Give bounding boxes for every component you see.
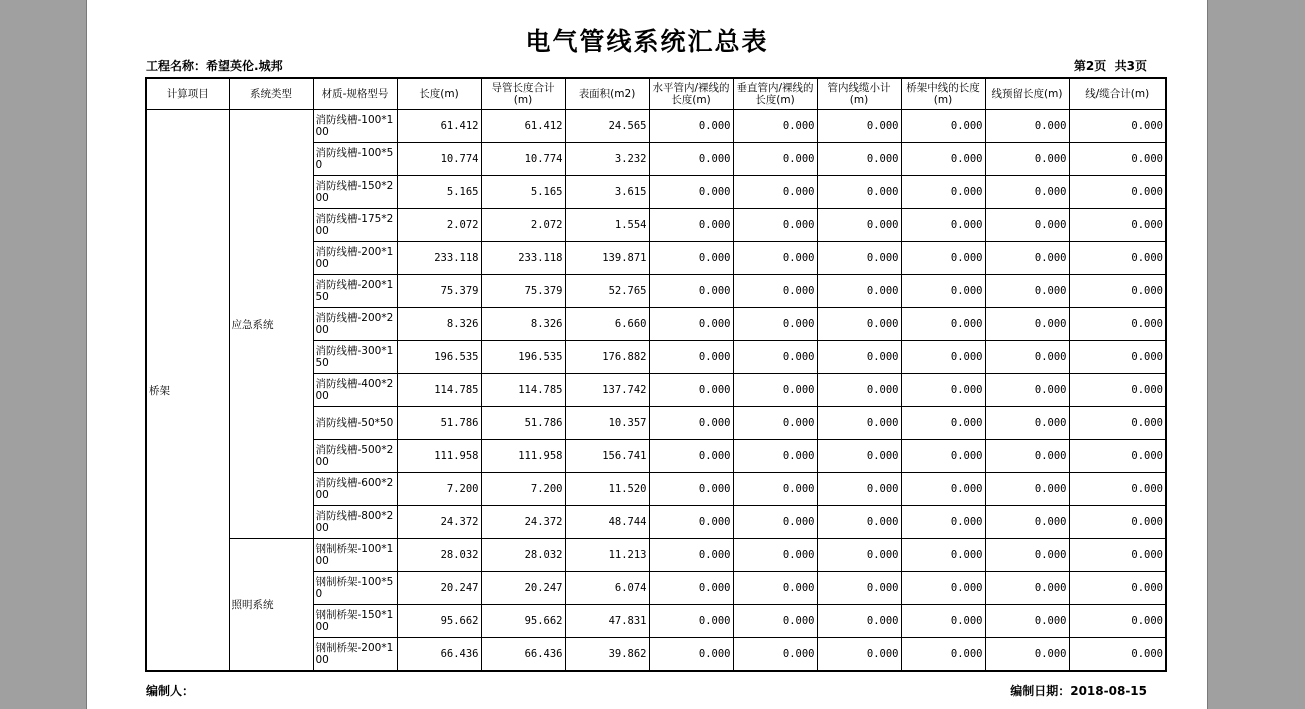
table-row — [146, 539, 1166, 572]
reserve-cell: 0.000 — [985, 242, 1069, 275]
tray-wire-cell: 0.000 — [901, 275, 985, 308]
total-cell: 0.000 — [1069, 638, 1166, 672]
col-header: 线预留长度(m) — [985, 78, 1069, 110]
horiz-cell: 0.000 — [649, 638, 733, 672]
material-cell: 消防线槽-200*100 — [313, 242, 397, 275]
pipe-total-cell: 111.958 — [481, 440, 565, 473]
horiz-cell: 0.000 — [649, 374, 733, 407]
total-cell: 0.000 — [1069, 539, 1166, 572]
horiz-cell: 0.000 — [649, 605, 733, 638]
system-type-cell: 应急系统 — [229, 110, 313, 539]
total-cell: 0.000 — [1069, 110, 1166, 143]
vert-cell: 0.000 — [733, 176, 817, 209]
pipe-total-cell: 7.200 — [481, 473, 565, 506]
col-header: 材质-规格型号 — [313, 78, 397, 110]
vert-cell: 0.000 — [733, 638, 817, 672]
pipe-total-cell: 8.326 — [481, 308, 565, 341]
calc-item-cell: 桥架 — [146, 110, 229, 672]
vert-cell: 0.000 — [733, 275, 817, 308]
reserve-cell: 0.000 — [985, 308, 1069, 341]
tray-wire-cell: 0.000 — [901, 110, 985, 143]
horiz-cell: 0.000 — [649, 407, 733, 440]
reserve-cell: 0.000 — [985, 143, 1069, 176]
header-row — [146, 78, 1166, 110]
tray-wire-cell: 0.000 — [901, 143, 985, 176]
horiz-cell: 0.000 — [649, 341, 733, 374]
col-header: 长度(m) — [397, 78, 481, 110]
pipe-total-cell: 233.118 — [481, 242, 565, 275]
area-cell: 48.744 — [565, 506, 649, 539]
vert-cell: 0.000 — [733, 473, 817, 506]
area-cell: 156.741 — [565, 440, 649, 473]
material-cell: 消防线槽-175*200 — [313, 209, 397, 242]
length-cell: 2.072 — [397, 209, 481, 242]
cable-sub-cell: 0.000 — [817, 473, 901, 506]
cable-sub-cell: 0.000 — [817, 539, 901, 572]
total-cell: 0.000 — [1069, 440, 1166, 473]
pipe-total-cell: 114.785 — [481, 374, 565, 407]
project-label: 工程名称： — [146, 59, 207, 73]
vert-cell: 0.000 — [733, 209, 817, 242]
pipe-total-cell: 20.247 — [481, 572, 565, 605]
area-cell: 6.660 — [565, 308, 649, 341]
area-cell: 52.765 — [565, 275, 649, 308]
col-header: 导管长度合计(m) — [481, 78, 565, 110]
col-header: 线/缆合计(m) — [1069, 78, 1166, 110]
tray-wire-cell: 0.000 — [901, 308, 985, 341]
cable-sub-cell: 0.000 — [817, 440, 901, 473]
reserve-cell: 0.000 — [985, 176, 1069, 209]
tray-wire-cell: 0.000 — [901, 209, 985, 242]
total-cell: 0.000 — [1069, 143, 1166, 176]
reserve-cell: 0.000 — [985, 407, 1069, 440]
vert-cell: 0.000 — [733, 407, 817, 440]
area-cell: 11.520 — [565, 473, 649, 506]
reserve-cell: 0.000 — [985, 110, 1069, 143]
report-page — [86, 0, 1208, 709]
material-cell: 钢制桥架-200*100 — [313, 638, 397, 672]
total-cell: 0.000 — [1069, 407, 1166, 440]
area-cell: 6.074 — [565, 572, 649, 605]
area-cell: 137.742 — [565, 374, 649, 407]
col-header: 水平管内/裸线的长度(m) — [649, 78, 733, 110]
vert-cell: 0.000 — [733, 506, 817, 539]
tray-wire-cell: 0.000 — [901, 539, 985, 572]
pipe-total-cell: 61.412 — [481, 110, 565, 143]
total-cell: 0.000 — [1069, 506, 1166, 539]
cable-sub-cell: 0.000 — [817, 407, 901, 440]
reserve-cell: 0.000 — [985, 374, 1069, 407]
page-current: 第2页 — [1073, 59, 1107, 73]
pipe-total-cell: 66.436 — [481, 638, 565, 672]
col-header: 系统类型 — [229, 78, 313, 110]
length-cell: 51.786 — [397, 407, 481, 440]
length-cell: 28.032 — [397, 539, 481, 572]
cable-sub-cell: 0.000 — [817, 176, 901, 209]
length-cell: 75.379 — [397, 275, 481, 308]
cable-sub-cell: 0.000 — [817, 275, 901, 308]
date-value: 2018-08-15 — [1070, 684, 1147, 698]
total-cell: 0.000 — [1069, 572, 1166, 605]
material-cell: 消防线槽-300*150 — [313, 341, 397, 374]
material-cell: 钢制桥架-150*100 — [313, 605, 397, 638]
total-cell: 0.000 — [1069, 473, 1166, 506]
pipe-total-cell: 51.786 — [481, 407, 565, 440]
editor-label: 编制人： — [146, 684, 195, 698]
length-cell: 20.247 — [397, 572, 481, 605]
pipe-total-cell: 5.165 — [481, 176, 565, 209]
cable-sub-cell: 0.000 — [817, 143, 901, 176]
tray-wire-cell: 0.000 — [901, 242, 985, 275]
cable-sub-cell: 0.000 — [817, 308, 901, 341]
material-cell: 消防线槽-100*50 — [313, 143, 397, 176]
area-cell: 39.862 — [565, 638, 649, 672]
reserve-cell: 0.000 — [985, 275, 1069, 308]
material-cell: 钢制桥架-100*50 — [313, 572, 397, 605]
cable-sub-cell: 0.000 — [817, 572, 901, 605]
reserve-cell: 0.000 — [985, 473, 1069, 506]
tray-wire-cell: 0.000 — [901, 638, 985, 672]
vert-cell: 0.000 — [733, 308, 817, 341]
length-cell: 7.200 — [397, 473, 481, 506]
summary-table — [145, 77, 1167, 672]
col-header: 管内线缆小计(m) — [817, 78, 901, 110]
cable-sub-cell: 0.000 — [817, 605, 901, 638]
total-cell: 0.000 — [1069, 275, 1166, 308]
material-cell: 消防线槽-800*200 — [313, 506, 397, 539]
horiz-cell: 0.000 — [649, 308, 733, 341]
material-cell: 消防线槽-600*200 — [313, 473, 397, 506]
tray-wire-cell: 0.000 — [901, 407, 985, 440]
horiz-cell: 0.000 — [649, 539, 733, 572]
horiz-cell: 0.000 — [649, 176, 733, 209]
horiz-cell: 0.000 — [649, 506, 733, 539]
vert-cell: 0.000 — [733, 110, 817, 143]
area-cell: 176.882 — [565, 341, 649, 374]
tray-wire-cell: 0.000 — [901, 506, 985, 539]
page-indicator — [1074, 57, 1147, 74]
pipe-total-cell: 2.072 — [481, 209, 565, 242]
cable-sub-cell: 0.000 — [817, 506, 901, 539]
cable-sub-cell: 0.000 — [817, 374, 901, 407]
area-cell: 10.357 — [565, 407, 649, 440]
cable-sub-cell: 0.000 — [817, 341, 901, 374]
area-cell: 47.831 — [565, 605, 649, 638]
length-cell: 111.958 — [397, 440, 481, 473]
area-cell: 11.213 — [565, 539, 649, 572]
area-cell: 1.554 — [565, 209, 649, 242]
vert-cell: 0.000 — [733, 143, 817, 176]
area-cell: 24.565 — [565, 110, 649, 143]
cable-sub-cell: 0.000 — [817, 110, 901, 143]
total-cell: 0.000 — [1069, 176, 1166, 209]
length-cell: 233.118 — [397, 242, 481, 275]
reserve-cell: 0.000 — [985, 638, 1069, 672]
length-cell: 95.662 — [397, 605, 481, 638]
material-cell: 消防线槽-150*200 — [313, 176, 397, 209]
vert-cell: 0.000 — [733, 572, 817, 605]
pipe-total-cell: 28.032 — [481, 539, 565, 572]
project-value: 希望英伦.城邦 — [206, 59, 283, 73]
system-type-cell: 照明系统 — [229, 539, 313, 672]
date-label: 编制日期： — [1010, 684, 1071, 698]
vert-cell: 0.000 — [733, 242, 817, 275]
reserve-cell: 0.000 — [985, 209, 1069, 242]
cable-sub-cell: 0.000 — [817, 638, 901, 672]
horiz-cell: 0.000 — [649, 473, 733, 506]
col-header: 表面积(m2) — [565, 78, 649, 110]
length-cell: 66.436 — [397, 638, 481, 672]
col-header: 桥架中线的长度(m) — [901, 78, 985, 110]
reserve-cell: 0.000 — [985, 341, 1069, 374]
horiz-cell: 0.000 — [649, 242, 733, 275]
reserve-cell: 0.000 — [985, 572, 1069, 605]
col-header: 垂直管内/裸线的长度(m) — [733, 78, 817, 110]
material-cell: 消防线槽-100*100 — [313, 110, 397, 143]
material-cell: 消防线槽-500*200 — [313, 440, 397, 473]
length-cell: 24.372 — [397, 506, 481, 539]
pipe-total-cell: 75.379 — [481, 275, 565, 308]
table-row — [146, 110, 1166, 143]
total-cell: 0.000 — [1069, 308, 1166, 341]
material-cell: 消防线槽-200*150 — [313, 275, 397, 308]
tray-wire-cell: 0.000 — [901, 374, 985, 407]
report-title: 电气管线系统汇总表 — [525, 27, 769, 56]
length-cell: 114.785 — [397, 374, 481, 407]
col-header: 计算项目 — [146, 78, 229, 110]
material-cell: 消防线槽-200*200 — [313, 308, 397, 341]
length-cell: 10.774 — [397, 143, 481, 176]
reserve-cell: 0.000 — [985, 539, 1069, 572]
length-cell: 61.412 — [397, 110, 481, 143]
area-cell: 139.871 — [565, 242, 649, 275]
vert-cell: 0.000 — [733, 374, 817, 407]
tray-wire-cell: 0.000 — [901, 605, 985, 638]
page-total: 共3页 — [1114, 59, 1147, 73]
pipe-total-cell: 196.535 — [481, 341, 565, 374]
pipe-total-cell: 10.774 — [481, 143, 565, 176]
total-cell: 0.000 — [1069, 242, 1166, 275]
horiz-cell: 0.000 — [649, 572, 733, 605]
tray-wire-cell: 0.000 — [901, 341, 985, 374]
reserve-cell: 0.000 — [985, 440, 1069, 473]
compile-date — [1010, 682, 1147, 699]
total-cell: 0.000 — [1069, 209, 1166, 242]
tray-wire-cell: 0.000 — [901, 176, 985, 209]
project-name — [146, 57, 283, 74]
area-cell: 3.615 — [565, 176, 649, 209]
horiz-cell: 0.000 — [649, 110, 733, 143]
vert-cell: 0.000 — [733, 605, 817, 638]
horiz-cell: 0.000 — [649, 143, 733, 176]
area-cell: 3.232 — [565, 143, 649, 176]
total-cell: 0.000 — [1069, 605, 1166, 638]
vert-cell: 0.000 — [733, 539, 817, 572]
material-cell: 消防线槽-400*200 — [313, 374, 397, 407]
length-cell: 196.535 — [397, 341, 481, 374]
length-cell: 5.165 — [397, 176, 481, 209]
length-cell: 8.326 — [397, 308, 481, 341]
total-cell: 0.000 — [1069, 374, 1166, 407]
total-cell: 0.000 — [1069, 341, 1166, 374]
tray-wire-cell: 0.000 — [901, 473, 985, 506]
horiz-cell: 0.000 — [649, 440, 733, 473]
material-cell: 消防线槽-50*50 — [313, 407, 397, 440]
tray-wire-cell: 0.000 — [901, 440, 985, 473]
reserve-cell: 0.000 — [985, 605, 1069, 638]
reserve-cell: 0.000 — [985, 506, 1069, 539]
horiz-cell: 0.000 — [649, 275, 733, 308]
cable-sub-cell: 0.000 — [817, 242, 901, 275]
vert-cell: 0.000 — [733, 341, 817, 374]
pipe-total-cell: 95.662 — [481, 605, 565, 638]
cable-sub-cell: 0.000 — [817, 209, 901, 242]
pipe-total-cell: 24.372 — [481, 506, 565, 539]
vert-cell: 0.000 — [733, 440, 817, 473]
tray-wire-cell: 0.000 — [901, 572, 985, 605]
material-cell: 钢制桥架-100*100 — [313, 539, 397, 572]
horiz-cell: 0.000 — [649, 209, 733, 242]
